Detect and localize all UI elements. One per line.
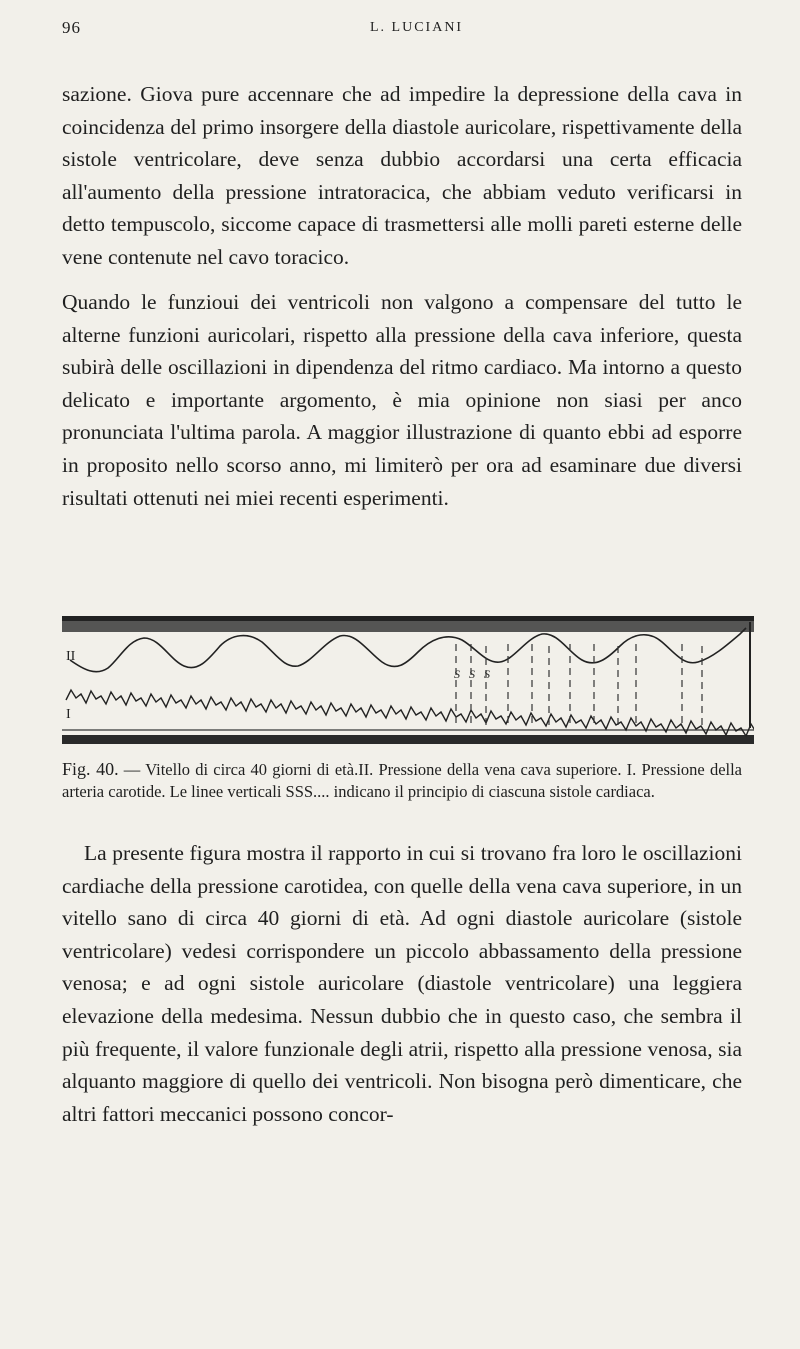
trace-i-carotid: [66, 690, 754, 738]
figure-40-tracing: [62, 616, 754, 746]
paragraph-2: [62, 286, 742, 514]
bottom-band: [62, 735, 754, 744]
running-head-author: L. LUCIANI: [370, 20, 464, 35]
running-header: [62, 18, 742, 48]
pressure-tracing-figure: [62, 616, 754, 746]
trace-label-i: I: [66, 707, 71, 722]
top-edge: [62, 616, 754, 621]
paragraph-text: Quando le funzioui dei ventricoli non valgono a compensare del tutto le alterne funzioni auricolari, rispetto alla pressione della cava inferiore, questa subirà delle oscillazioni in dipendenza del ritmo cardiaco. Ma intorno a questo delicato e importante argomento, è mia opinione non siasi per anco pronunciata l'ultima parola. A maggior illustrazione di quanto ebbi ad esporre in proposito nello scorso anno, mi limiterò per ora ad esaminare due diversi risultati ottenuti nei miei recenti esperimenti.: [62, 290, 742, 510]
figure-label: Fig. 40.: [62, 759, 119, 779]
paragraph-3: [62, 837, 742, 1130]
page-number: 96: [62, 18, 81, 37]
paragraph-text: La presente figura mostra il rapporto in cui si trovano fra loro le oscillazioni cardiache della pressione carotidea, con quelle della vena cava superiore, in un vitello sano di circa 40 giorni di età. Ad ogni diastole auricolare (sistole ventricolare) vedesi corrispondere un piccolo abbassamento della pressione venosa; e ad ogni sistole auricolare (diastole ventricolare) una leggiera elevazione della medesima. Nessun dubbio che in questo caso, che sembra il più frequente, il valore funzionale degli atrii, rispetto alla pressione venosa, sia alquanto maggiore di quello dei ventricoli. Non bisogna però dimenticare, che altri fattori meccanici possono concor-: [62, 841, 742, 1126]
systole-marker-lines: [456, 644, 702, 728]
trace-label-ii: II: [66, 649, 76, 664]
trace-ii-vena-cava: [70, 628, 746, 672]
paragraph-1: [62, 78, 742, 274]
figure-caption: [62, 758, 742, 803]
sss-marker-letters: S S S: [454, 667, 493, 681]
caption-text: — Vitello di circa 40 giorni di età.II. Pressione della vena cava superiore. I. Pressione della arteria carotide. Le linee verticali SSS.... indicano il principio di ciascuna sistole cardiaca.: [62, 760, 743, 801]
paragraph-text: sazione. Giova pure accennare che ad impedire la depressione della cava in coincidenza del primo insorgere della diastole auricolare, rispettivamente della sistole ventricolare, deve senza dubbio accordarsi una certa efficacia all'aumento della pressione intratoracica, che abbiam veduto verificarsi in detto tempuscolo, siccome capace di trasmettersi alle molli pareti esterne delle vene contenute nel cavo toracico.: [62, 82, 742, 269]
